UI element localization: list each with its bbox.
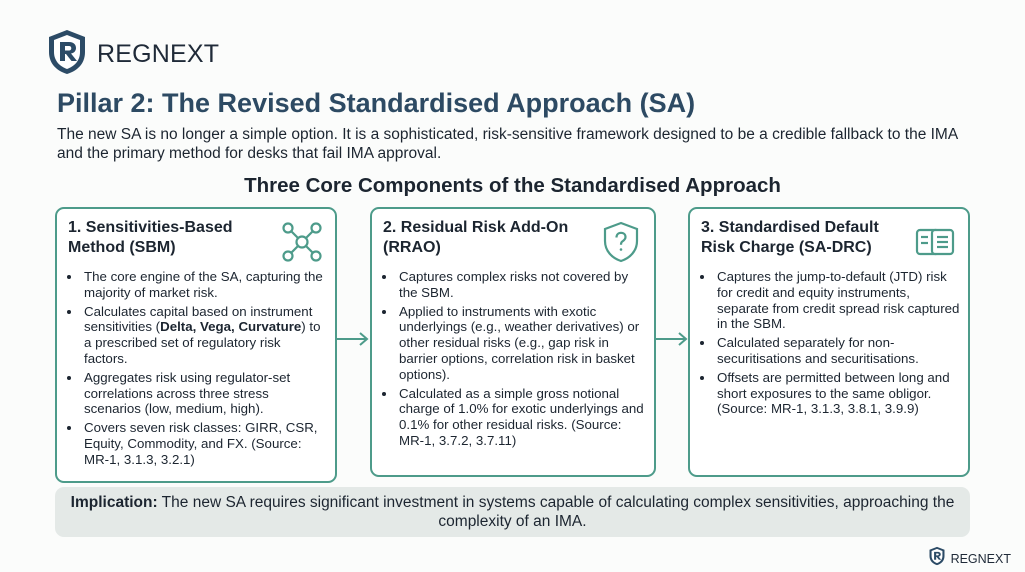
card-title: 3. Standardised Default Risk Charge (SA-DRC) xyxy=(701,219,879,256)
bullet-emphasis: Delta, Vega, Curvature xyxy=(160,319,302,335)
bullet-item: • Calculated separately for non-securitisations and securitisations. xyxy=(715,335,960,367)
arrow-right-icon xyxy=(336,331,370,347)
bullet-list xyxy=(383,269,646,452)
implication-banner xyxy=(55,487,970,537)
card-rrao xyxy=(370,207,656,477)
bullet-list xyxy=(68,269,327,471)
brand-footer xyxy=(928,546,1011,571)
bullet-item: • Offsets are permitted between long and short exposures to the same obligor. (Source: MR-1, 3.1.3, 3.8.1, 3.9.9) xyxy=(715,370,960,417)
network-nodes-icon xyxy=(280,220,324,264)
bullet-item: • Applied to instruments with exotic underlyings (e.g., weather derivatives) or other residual risks (e.g., gap risk in barrier options, correlation risk in basket options). xyxy=(397,304,646,383)
bullet-item: • Captures complex risks not covered by the SBM. xyxy=(397,269,646,301)
bullet-item: • Captures the jump-to-default (JTD) risk for credit and equity instruments, separate from credit spread risk captured in the SBM. xyxy=(715,269,960,332)
footer-brand-name: REGNEXT xyxy=(950,551,1011,566)
card-sbm xyxy=(55,207,337,483)
bullet-item: • The core engine of the SA, capturing the majority of market risk. xyxy=(82,269,327,301)
card-title: 2. Residual Risk Add-On (RRAO) xyxy=(383,219,569,256)
shield-r-logo-icon xyxy=(46,28,88,81)
card-sa-drc xyxy=(688,207,970,477)
bullet-list xyxy=(701,269,960,420)
arrow-right-icon xyxy=(655,331,689,347)
brand-name: REGNEXT xyxy=(97,40,220,68)
documents-icon xyxy=(913,220,957,264)
bullet-item: • Calculates capital based on instrument sensitivities (Delta, Vega, Curvature) to a prescribed set of regulatory risk factors. xyxy=(82,304,327,367)
implication-label: Implication: xyxy=(70,494,158,511)
implication-text: The new SA requires significant investment in systems capable of calculating complex sensitivities, approaching the complexity of an IMA. xyxy=(157,494,955,530)
page-title: Pillar 2: The Revised Standardised Approach (SA) xyxy=(57,88,696,118)
intro-text: The new SA is no longer a simple option. It is a sophisticated, risk-sensitive framework designed to be a credible fallback to the IMA and the primary method for desks that fail IMA approval. xyxy=(57,126,958,162)
bullet-item: • Aggregates risk using regulator-set correlations across three stress scenarios (low, medium, high). xyxy=(82,370,327,417)
shield-r-logo-icon xyxy=(928,546,946,571)
bullet-item: • Covers seven risk classes: GIRR, CSR, Equity, Commodity, and FX. (Source: MR-1, 3.1.3, 3.2.1) xyxy=(82,420,327,467)
shield-question-icon xyxy=(599,220,643,264)
bullet-item: • Calculated as a simple gross notional charge of 1.0% for exotic underlyings and 0.1% for other residual risks. (Source: MR-1, 3.7.2, 3.7.11) xyxy=(397,386,646,449)
brand-header xyxy=(46,28,219,81)
card-title: 1. Sensitivities-Based Method (SBM) xyxy=(68,219,233,256)
section-title: Three Core Components of the Standardised Approach xyxy=(244,174,781,197)
